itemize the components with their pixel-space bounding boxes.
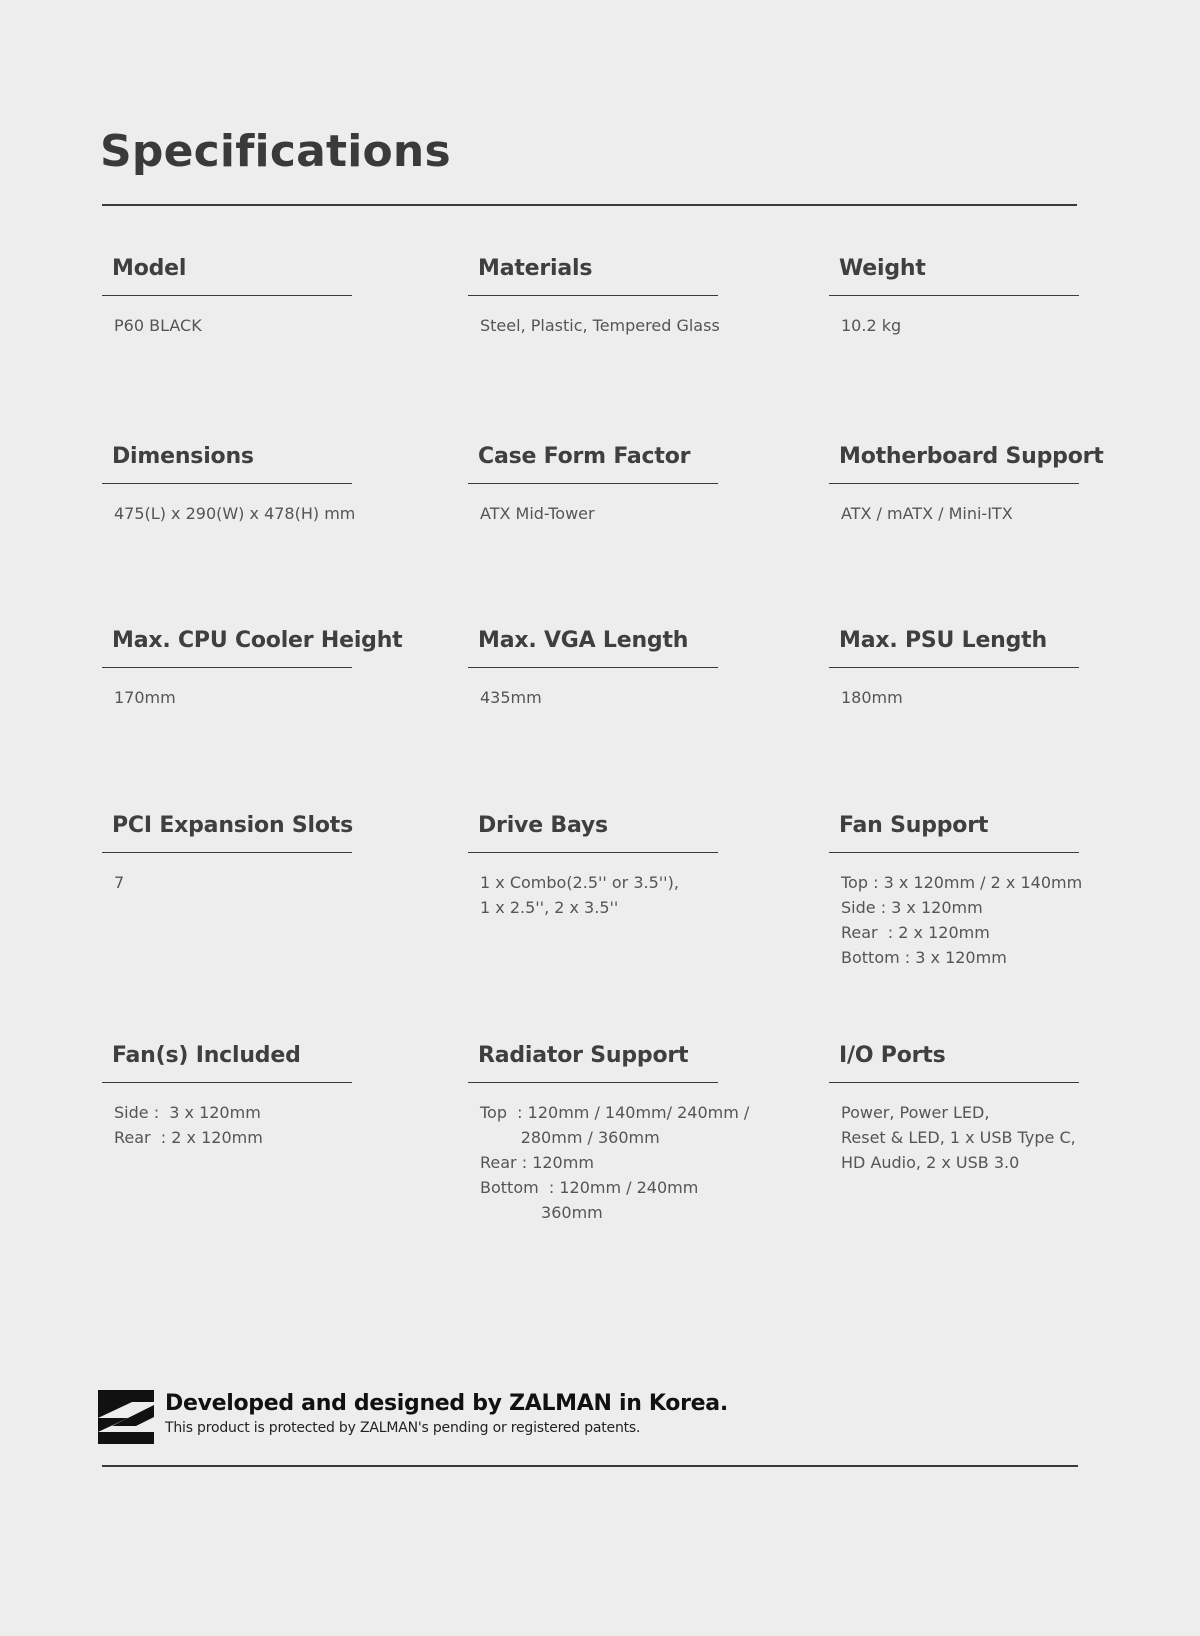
spec-radiator-support xyxy=(468,1040,750,1225)
spec-label: Materials xyxy=(478,256,593,281)
spec-label: PCI Expansion Slots xyxy=(112,813,353,838)
zalman-logo-icon xyxy=(98,1390,154,1444)
spec-value: Top : 120mm / 140mm/ 240mm / 280mm / 360mm Rear : 120mm Bottom : 120mm / 240mm 360mm xyxy=(480,1103,750,1222)
title-divider xyxy=(102,204,1077,206)
spec-divider xyxy=(829,483,1079,484)
spec-label: Max. CPU Cooler Height xyxy=(112,628,403,653)
spec-divider xyxy=(468,483,718,484)
spec-label: I/O Ports xyxy=(839,1043,946,1068)
spec-label: Radiator Support xyxy=(478,1043,689,1068)
spec-label: Fan(s) Included xyxy=(112,1043,301,1068)
spec-max-psu-length xyxy=(829,625,1079,710)
footer-patent-note: This product is protected by ZALMAN's pending or registered patents. xyxy=(165,1420,641,1436)
spec-drive-bays xyxy=(468,810,718,920)
spec-value: 1 x Combo(2.5'' or 3.5''), 1 x 2.5'', 2 x 3.5'' xyxy=(480,873,679,917)
spec-label: Max. VGA Length xyxy=(478,628,689,653)
spec-label: Drive Bays xyxy=(478,813,608,838)
spec-io-ports xyxy=(829,1040,1079,1175)
spec-divider xyxy=(829,1082,1079,1083)
spec-label: Weight xyxy=(839,256,926,281)
spec-divider xyxy=(829,852,1079,853)
spec-label: Case Form Factor xyxy=(478,444,691,469)
spec-divider xyxy=(102,483,352,484)
spec-value: Power, Power LED, Reset & LED, 1 x USB Type C, HD Audio, 2 x USB 3.0 xyxy=(841,1103,1076,1172)
spec-label: Max. PSU Length xyxy=(839,628,1047,653)
spec-value: Side : 3 x 120mm Rear : 2 x 120mm xyxy=(114,1103,263,1147)
spec-pci-expansion-slots xyxy=(102,810,352,895)
spec-label: Dimensions xyxy=(112,444,254,469)
spec-value: ATX Mid-Tower xyxy=(480,504,595,523)
spec-value: ATX / mATX / Mini-ITX xyxy=(841,504,1013,523)
spec-max-cpu-cooler-height xyxy=(102,625,403,710)
spec-divider xyxy=(102,852,352,853)
spec-label: Motherboard Support xyxy=(839,444,1104,469)
footer-divider xyxy=(102,1465,1078,1467)
spec-value: 435mm xyxy=(480,688,542,707)
spec-value: 7 xyxy=(114,873,125,892)
spec-value: Steel, Plastic, Tempered Glass xyxy=(480,316,720,335)
spec-dimensions xyxy=(102,441,356,526)
spec-divider xyxy=(829,295,1079,296)
spec-divider xyxy=(468,852,718,853)
spec-divider xyxy=(468,1082,718,1083)
spec-divider xyxy=(102,667,352,668)
spec-value: 180mm xyxy=(841,688,903,707)
spec-value: P60 BLACK xyxy=(114,316,202,335)
spec-divider xyxy=(102,1082,352,1083)
spec-case-form-factor xyxy=(468,441,718,526)
spec-value: 475(L) x 290(W) x 478(H) mm xyxy=(114,504,356,523)
spec-label: Model xyxy=(112,256,187,281)
footer-heading: Developed and designed by ZALMAN in Korea. xyxy=(165,1391,728,1416)
spec-fan-support xyxy=(829,810,1083,970)
spec-fans-included xyxy=(102,1040,352,1150)
spec-materials xyxy=(468,253,718,338)
spec-value: 10.2 kg xyxy=(841,316,902,335)
spec-weight xyxy=(829,253,1079,338)
spec-divider xyxy=(102,295,352,296)
spec-model xyxy=(102,253,352,338)
spec-label: Fan Support xyxy=(839,813,989,838)
spec-divider xyxy=(468,667,718,668)
spec-max-vga-length xyxy=(468,625,718,710)
spec-value: Top : 3 x 120mm / 2 x 140mm Side : 3 x 120mm Rear : 2 x 120mm Bottom : 3 x 120mm xyxy=(841,873,1083,967)
spec-divider xyxy=(468,295,718,296)
spec-motherboard-support xyxy=(829,441,1104,526)
spec-divider xyxy=(829,667,1079,668)
page-title: Specifications xyxy=(100,126,451,177)
spec-value: 170mm xyxy=(114,688,176,707)
